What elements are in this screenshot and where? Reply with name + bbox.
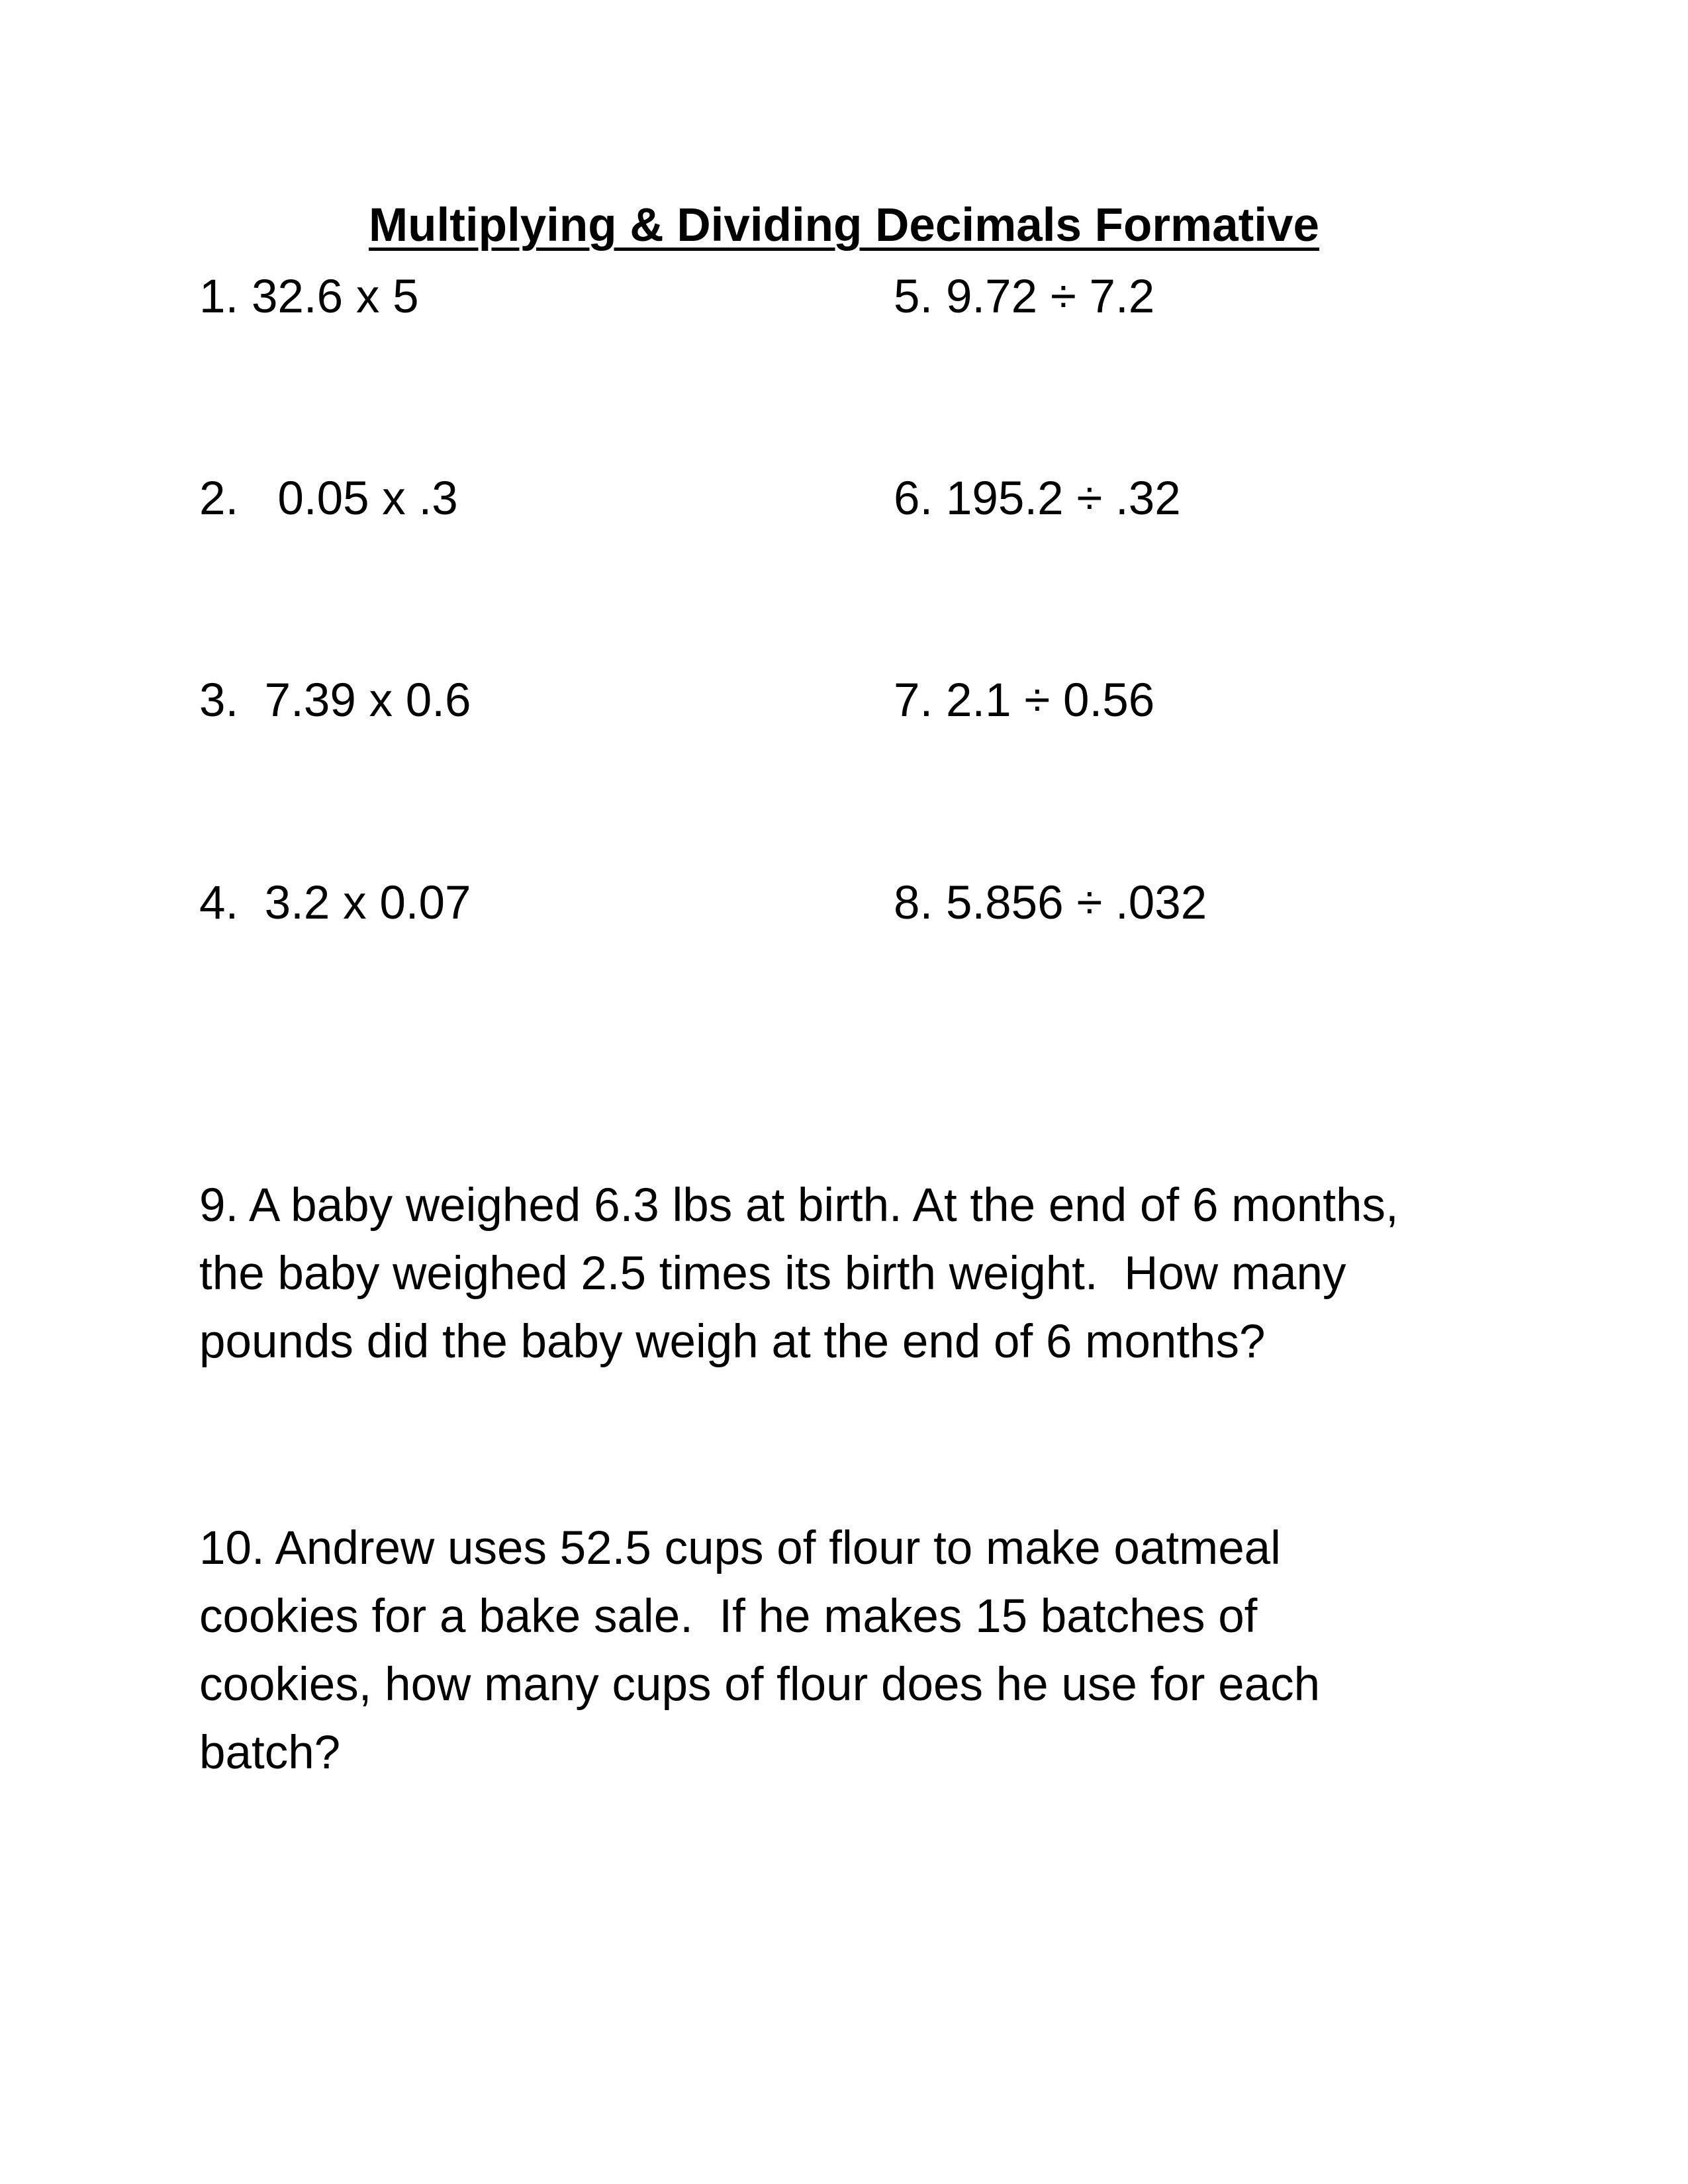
word-problem-9-line-1: 9. A baby weighed 6.3 lbs at birth. At the end of 6 months, — [199, 1179, 1399, 1232]
problem-3: 3. 7.39 x 0.6 — [199, 674, 471, 727]
problem-5: 5. 9.72 ÷ 7.2 — [894, 271, 1155, 323]
problem-1: 1. 32.6 x 5 — [199, 271, 419, 323]
problem-2: 2. 0.05 x .3 — [199, 473, 458, 525]
word-problem-10-line-3: cookies, how many cups of flour does he use for each — [199, 1659, 1321, 1711]
word-problem-10-line-2: cookies for a bake sale. If he makes 15 batches of — [199, 1590, 1258, 1643]
word-problem-9-line-2: the baby weighed 2.5 times its birth weight. How many — [199, 1248, 1346, 1300]
worksheet-title: Multiplying & Dividing Decimals Formative — [368, 199, 1320, 251]
problem-6: 6. 195.2 ÷ .32 — [894, 473, 1181, 525]
problem-7: 7. 2.1 ÷ 0.56 — [894, 674, 1155, 727]
word-problem-10-line-1: 10. Andrew uses 52.5 cups of flour to make oatmeal — [199, 1522, 1281, 1574]
word-problem-9 — [199, 1171, 1523, 1376]
problem-8: 8. 5.856 ÷ .032 — [894, 877, 1207, 929]
word-problem-10-line-4: batch? — [199, 1727, 341, 1779]
problem-4: 4. 3.2 x 0.07 — [199, 877, 471, 929]
word-problem-9-line-3: pounds did the baby weigh at the end of 6 months? — [199, 1316, 1266, 1368]
word-problem-10 — [199, 1514, 1523, 1787]
